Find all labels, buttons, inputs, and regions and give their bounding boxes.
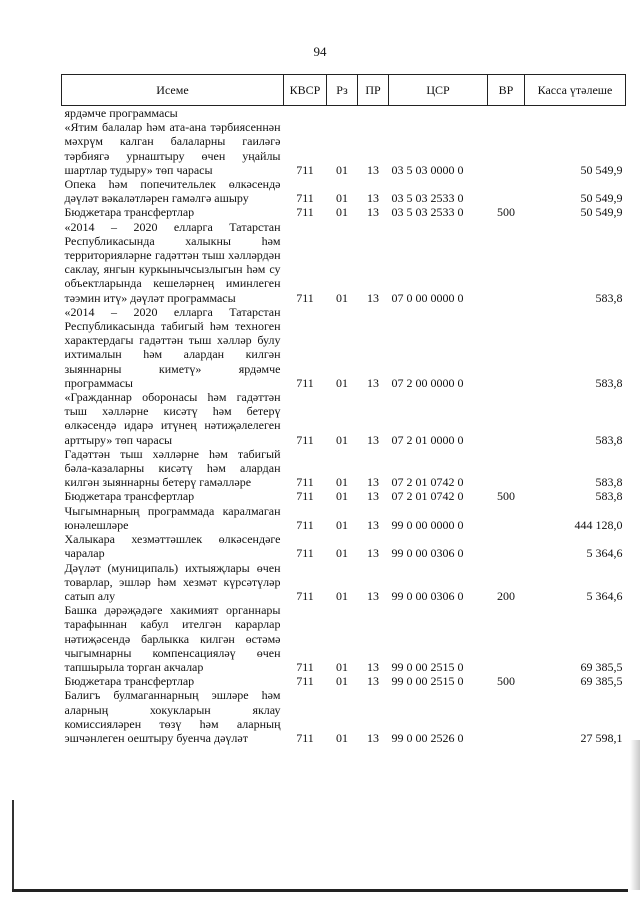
row-vr: [488, 220, 525, 305]
row-csr: 07 2 00 0000 0: [391, 375, 464, 390]
table-row: [62, 120, 626, 177]
row-kvsr: 711: [296, 375, 314, 390]
row-pr: 13: [367, 290, 379, 305]
row-vr: [488, 305, 525, 390]
row-kvsr: 711: [296, 205, 314, 220]
row-amount: 444 128,0: [574, 517, 623, 532]
row-name: «2014 – 2020 елларга Татарстан Республикасында халыкны һәм территорияләрне гадәттән тыш хәлләрдән саклау, янгын куркынычсызлыгын һәм су объектларында кешеләрнең иминлеген тәэмин итү» дәүләт программасы: [64, 219, 281, 305]
row-name: Дәүләт (муниципаль) ихтыяҗлары өчен товарлар, эшләр һәм хезмәт күрсәтүләр сатып алу: [64, 560, 281, 603]
row-csr: 99 0 00 0000 0: [391, 517, 464, 532]
table-row: [62, 489, 626, 503]
row-amount: 50 549,9: [580, 205, 623, 220]
row-csr: 99 0 00 2515 0: [391, 674, 464, 689]
row-name: Балигъ булмаганнарның эшләре һәм аларның хокукларын яклау комиссияләрен төзү һәм аларның эшчәнлеген оештыру буенча дәүләт: [64, 688, 281, 745]
row-amount: 583,8: [595, 475, 623, 490]
row-csr: 99 0 00 0306 0: [391, 546, 464, 561]
row-vr: [488, 688, 525, 745]
row-name: Башка дәрәҗәдәге хакимият органнары тарафыннан кабул ителгән карарлар нәтиҗәсендә барлыкка килгән өстәмә чыгымнарны компенсацияләү өчен тапшырыла торган акчалар: [64, 603, 281, 674]
row-pr: 13: [367, 475, 379, 490]
row-csr: 07 0 00 0000 0: [391, 290, 464, 305]
column-header-rz: Рз: [327, 75, 358, 106]
row-amount: [525, 106, 626, 121]
row-kvsr: 711: [296, 489, 314, 504]
scan-bottom-line: [12, 889, 628, 892]
row-amount: 50 549,9: [580, 162, 623, 177]
row-csr: 03 5 03 2533 0: [391, 191, 464, 206]
row-vr: [488, 177, 525, 205]
row-vr: [488, 447, 525, 490]
row-pr: 13: [367, 375, 379, 390]
row-amount: 583,8: [595, 290, 623, 305]
row-pr: 13: [367, 659, 379, 674]
row-rz: 01: [336, 432, 348, 447]
table-row: [62, 688, 626, 745]
table-row: [62, 390, 626, 447]
row-vr: 500: [497, 489, 515, 504]
row-name: Бюджетара трансфертлар: [64, 674, 195, 689]
table-body: [62, 106, 626, 746]
row-amount: 69 385,5: [580, 659, 623, 674]
column-header-name: Исеме: [62, 75, 284, 106]
row-pr: 13: [367, 162, 379, 177]
row-name: ярдәмче программасы: [64, 106, 178, 120]
row-vr: [488, 603, 525, 674]
row-rz: 01: [336, 375, 348, 390]
row-rz: 01: [336, 674, 348, 689]
row-pr: 13: [367, 730, 379, 745]
row-amount: 5 364,6: [586, 588, 623, 603]
row-csr: 07 2 01 0000 0: [391, 432, 464, 447]
row-rz: 01: [336, 489, 348, 504]
scan-side-line: [12, 800, 14, 890]
row-pr: 13: [367, 546, 379, 561]
row-pr: 13: [367, 588, 379, 603]
row-name: «Гражданнар оборонасы һәм гадәттән тыш хәлләрне кисәтү һәм бетерү өлкәсендә идарә итүнең нәтиҗәлелеген арттыру» төп чарасы: [64, 390, 281, 447]
row-amount: 50 549,9: [580, 191, 623, 206]
column-header-pr: ПР: [358, 75, 389, 106]
row-pr: 13: [367, 432, 379, 447]
row-rz: 01: [336, 290, 348, 305]
row-amount: 69 385,5: [580, 674, 623, 689]
table-row: [62, 305, 626, 390]
row-kvsr: 711: [296, 290, 314, 305]
column-header-csr: ЦСР: [389, 75, 488, 106]
scan-edge-shadow: [630, 740, 640, 890]
row-amount: 583,8: [595, 375, 623, 390]
row-kvsr: 711: [296, 191, 314, 206]
page-number: 94: [313, 44, 327, 59]
table-row: [62, 177, 626, 205]
table-row: [62, 561, 626, 604]
row-rz: 01: [336, 546, 348, 561]
table-row: [62, 603, 626, 674]
table-row: [62, 532, 626, 560]
row-amount: 583,8: [595, 432, 623, 447]
row-amount: 5 364,6: [586, 546, 623, 561]
row-csr: [389, 106, 488, 121]
row-kvsr: 711: [296, 475, 314, 490]
row-kvsr: 711: [296, 517, 314, 532]
row-name: Бюджетара трансфертлар: [64, 489, 195, 504]
row-kvsr: 711: [296, 162, 314, 177]
row-name: Халыкара хезмәттәшлек өлкәсендәге чаралар: [64, 532, 281, 561]
row-vr: 500: [497, 205, 515, 220]
row-name: «Ятим балалар һәм ата-ана тәрбиясеннән мәхрүм калган балаларны гаиләгә тәрбиягә урнаштыру өчен уңайлы шартлар тудыру» төп чарасы: [64, 120, 281, 177]
column-header-vr: ВР: [488, 75, 525, 106]
row-rz: 01: [336, 162, 348, 177]
row-csr: 99 0 00 0306 0: [391, 588, 464, 603]
table-row: [62, 205, 626, 219]
row-rz: 01: [336, 588, 348, 603]
row-rz: 01: [336, 475, 348, 490]
budget-table: [61, 74, 626, 745]
row-vr: 500: [497, 674, 515, 689]
row-pr: [358, 106, 389, 121]
row-csr: 07 2 01 0742 0: [391, 489, 464, 504]
row-rz: 01: [336, 191, 348, 206]
row-vr: [488, 504, 525, 532]
row-pr: 13: [367, 674, 379, 689]
row-rz: [327, 106, 358, 121]
row-csr: 99 0 00 2526 0: [391, 730, 464, 745]
table-row: [62, 674, 626, 688]
row-csr: 03 5 03 2533 0: [391, 205, 464, 220]
table-row: [62, 220, 626, 305]
column-header-kvsr: КВСР: [284, 75, 327, 106]
row-kvsr: 711: [296, 730, 314, 745]
row-name: Опека һәм попечительлек өлкәсендә дәүләт вәкаләтләрен гамәлгә ашыру: [64, 177, 281, 206]
table-header-row: [62, 75, 626, 106]
row-amount: 583,8: [595, 489, 623, 504]
row-pr: 13: [367, 191, 379, 206]
row-name: «2014 – 2020 елларга Татарстан Республикасында табигый һәм техноген характердагы гадәттән тыш хәлләр булу ихтималын һәм алардан килгән зыяннарны киметү» ярдәмче программасы: [64, 304, 281, 390]
row-csr: 99 0 00 2515 0: [391, 659, 464, 674]
row-vr: [488, 120, 525, 177]
row-csr: 03 5 03 0000 0: [391, 162, 464, 177]
row-name: Бюджетара трансфертлар: [64, 205, 195, 220]
row-kvsr: [284, 106, 327, 121]
row-kvsr: 711: [296, 659, 314, 674]
row-amount: 27 598,1: [580, 730, 623, 745]
row-kvsr: 711: [296, 674, 314, 689]
row-vr: [488, 390, 525, 447]
row-name: Чыгымнарның программада каралмаган юнәлешләре: [64, 503, 281, 532]
row-kvsr: 711: [296, 588, 314, 603]
column-header-kassa: Касса үтәлеше: [525, 75, 626, 106]
row-csr: 07 2 01 0742 0: [391, 475, 464, 490]
table-row: [62, 504, 626, 532]
table-row: [62, 106, 626, 121]
row-pr: 13: [367, 205, 379, 220]
row-name: Гадәттән тыш хәлләрне һәм табигый бәла-казаларны кисәтү һәм алардан килгән зыяннарны бетерү гамәлләре: [64, 446, 281, 490]
row-vr: [488, 532, 525, 560]
table-row: [62, 447, 626, 490]
row-rz: 01: [336, 730, 348, 745]
row-rz: 01: [336, 659, 348, 674]
row-kvsr: 711: [296, 546, 314, 561]
row-vr: 200: [497, 588, 515, 603]
row-rz: 01: [336, 205, 348, 220]
row-rz: 01: [336, 517, 348, 532]
row-vr: [488, 106, 525, 121]
row-pr: 13: [367, 517, 379, 532]
row-pr: 13: [367, 489, 379, 504]
row-kvsr: 711: [296, 432, 314, 447]
